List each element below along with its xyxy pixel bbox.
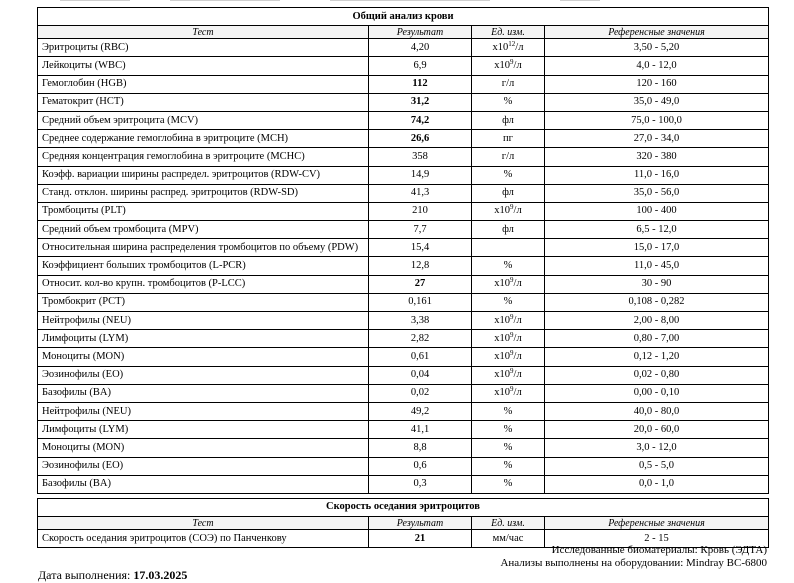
test-name: Коэфф. вариации ширины распредел. эритроцитов (RDW-CV) bbox=[38, 166, 369, 184]
test-result: 27 bbox=[369, 275, 472, 293]
test-name: Нейтрофилы (NEU) bbox=[38, 402, 369, 420]
test-unit bbox=[472, 439, 545, 457]
table-row bbox=[38, 275, 769, 293]
header-ref: Референсные значения bbox=[545, 26, 769, 39]
table-row bbox=[38, 402, 769, 420]
table-row bbox=[38, 257, 769, 275]
reference-range: 0,80 - 7,00 bbox=[545, 330, 769, 348]
reference-range: 320 - 380 bbox=[545, 148, 769, 166]
unit-tail: /л bbox=[513, 59, 522, 71]
unit-base: % bbox=[503, 260, 513, 272]
unit-exponent: 9 bbox=[510, 385, 514, 394]
reference-range: 0,5 - 5,0 bbox=[545, 457, 769, 475]
test-result: 6,9 bbox=[369, 57, 472, 75]
header-test: Тест bbox=[38, 26, 369, 39]
unit-tail: /л bbox=[515, 41, 524, 53]
test-name: Лейкоциты (WBC) bbox=[38, 57, 369, 75]
table-row bbox=[38, 111, 769, 129]
table-row bbox=[38, 439, 769, 457]
test-name: Нейтрофилы (NEU) bbox=[38, 312, 369, 330]
test-result: 41,3 bbox=[369, 184, 472, 202]
table-row bbox=[38, 384, 769, 402]
unit-base: % bbox=[503, 296, 513, 308]
test-name: Гематокрит (HCT) bbox=[38, 93, 369, 111]
unit-base: фл bbox=[502, 114, 514, 126]
table-row bbox=[38, 312, 769, 330]
reference-range: 11,0 - 16,0 bbox=[545, 166, 769, 184]
test-unit bbox=[472, 93, 545, 111]
unit-tail: /л bbox=[513, 387, 522, 399]
reference-range: 4,0 - 12,0 bbox=[545, 57, 769, 75]
test-unit bbox=[472, 293, 545, 311]
unit-exponent: 9 bbox=[510, 312, 514, 321]
test-result: 0,6 bbox=[369, 457, 472, 475]
test-name: Станд. отклон. ширины распред. эритроцитов (RDW-SD) bbox=[38, 184, 369, 202]
test-name: Скорость оседания эритроцитов (СОЭ) по Панченкову bbox=[38, 530, 369, 548]
unit-base: x10 bbox=[492, 41, 509, 53]
completion-date bbox=[38, 568, 187, 583]
header-unit: Ед. изм. bbox=[472, 517, 545, 530]
test-result: 7,7 bbox=[369, 221, 472, 239]
cbc-header-row bbox=[38, 26, 769, 39]
unit-base: пг bbox=[503, 132, 513, 144]
test-name: Относит. кол-во крупн. тромбоцитов (P-LCC) bbox=[38, 275, 369, 293]
test-unit bbox=[472, 384, 545, 402]
test-name: Лимфоциты (LYM) bbox=[38, 421, 369, 439]
table-row bbox=[38, 130, 769, 148]
test-unit bbox=[472, 330, 545, 348]
unit-base: % bbox=[503, 169, 513, 181]
table-row bbox=[38, 475, 769, 493]
unit-base: % bbox=[503, 460, 513, 472]
unit-base: x10 bbox=[494, 332, 511, 344]
reference-range: 15,0 - 17,0 bbox=[545, 239, 769, 257]
test-name: Средний объем эритроцита (MCV) bbox=[38, 111, 369, 129]
test-unit bbox=[472, 202, 545, 220]
test-result: 15,4 bbox=[369, 239, 472, 257]
unit-base: x10 bbox=[494, 278, 511, 290]
unit-exponent: 12 bbox=[508, 39, 516, 48]
test-result: 4,20 bbox=[369, 39, 472, 57]
reference-range: 3,50 - 5,20 bbox=[545, 39, 769, 57]
test-name: Эритроциты (RBC) bbox=[38, 39, 369, 57]
unit-base: % bbox=[503, 441, 513, 453]
unit-tail: /л bbox=[513, 278, 522, 290]
reference-range: 11,0 - 45,0 bbox=[545, 257, 769, 275]
table-row bbox=[38, 184, 769, 202]
test-unit bbox=[472, 166, 545, 184]
unit-base: г/л bbox=[501, 150, 515, 162]
table-row bbox=[38, 421, 769, 439]
unit-base: фл bbox=[502, 223, 514, 235]
table-row bbox=[38, 348, 769, 366]
table-row bbox=[38, 366, 769, 384]
unit-base: % bbox=[503, 478, 513, 490]
test-name: Моноциты (MON) bbox=[38, 348, 369, 366]
cbc-table bbox=[37, 7, 769, 494]
unit-exponent: 9 bbox=[510, 367, 514, 376]
unit-base: мм/час bbox=[492, 532, 524, 544]
test-result: 74,2 bbox=[369, 111, 472, 129]
table-row bbox=[38, 166, 769, 184]
test-name: Среднее содержание гемоглобина в эритроците (MCH) bbox=[38, 130, 369, 148]
table-row bbox=[38, 293, 769, 311]
test-unit bbox=[472, 75, 545, 93]
reference-range: 100 - 400 bbox=[545, 202, 769, 220]
test-unit bbox=[472, 221, 545, 239]
unit-base: x10 bbox=[494, 387, 511, 399]
test-result: 0,3 bbox=[369, 475, 472, 493]
table-row bbox=[38, 148, 769, 166]
table-row bbox=[38, 57, 769, 75]
reference-range: 0,108 - 0,282 bbox=[545, 293, 769, 311]
unit-base: г/л bbox=[501, 78, 515, 90]
cropped-previous-page-edge bbox=[0, 0, 794, 6]
unit-base: x10 bbox=[494, 369, 511, 381]
reference-range: 0,12 - 1,20 bbox=[545, 348, 769, 366]
test-result: 8,8 bbox=[369, 439, 472, 457]
unit-exponent: 9 bbox=[510, 203, 514, 212]
unit-base: x10 bbox=[494, 205, 511, 217]
test-name: Моноциты (MON) bbox=[38, 439, 369, 457]
test-unit bbox=[472, 57, 545, 75]
test-result: 3,38 bbox=[369, 312, 472, 330]
test-name: Средняя концентрация гемоглобина в эритроците (MCHC) bbox=[38, 148, 369, 166]
test-result: 210 bbox=[369, 202, 472, 220]
test-name: Тромбоциты (PLT) bbox=[38, 202, 369, 220]
test-result: 26,6 bbox=[369, 130, 472, 148]
test-result: 0,161 bbox=[369, 293, 472, 311]
unit-tail: /л bbox=[513, 332, 522, 344]
test-name: Средний объем тромбоцита (MPV) bbox=[38, 221, 369, 239]
test-name: Эозинофилы (EO) bbox=[38, 366, 369, 384]
test-unit bbox=[472, 239, 545, 257]
esr-header-row bbox=[38, 517, 769, 530]
test-unit bbox=[472, 348, 545, 366]
test-unit bbox=[472, 130, 545, 148]
esr-title: Скорость оседания эритроцитов bbox=[38, 498, 769, 516]
unit-base: % bbox=[503, 423, 513, 435]
header-result: Результат bbox=[369, 26, 472, 39]
test-result: 0,61 bbox=[369, 348, 472, 366]
test-unit bbox=[472, 312, 545, 330]
test-result: 0,02 bbox=[369, 384, 472, 402]
unit-exponent: 9 bbox=[510, 276, 514, 285]
unit-exponent: 9 bbox=[510, 330, 514, 339]
test-name: Коэффициент больших тромбоцитов (L-PCR) bbox=[38, 257, 369, 275]
unit-base: x10 bbox=[494, 314, 511, 326]
test-result: 21 bbox=[369, 530, 472, 548]
reference-range: 2 - 15 bbox=[545, 530, 769, 548]
unit-tail: /л bbox=[513, 314, 522, 326]
test-result: 112 bbox=[369, 75, 472, 93]
reference-range: 3,0 - 12,0 bbox=[545, 439, 769, 457]
unit-exponent: 9 bbox=[510, 348, 514, 357]
test-unit bbox=[472, 402, 545, 420]
reference-range: 35,0 - 49,0 bbox=[545, 93, 769, 111]
test-name: Базофилы (BA) bbox=[38, 384, 369, 402]
reference-range: 2,00 - 8,00 bbox=[545, 312, 769, 330]
test-unit bbox=[472, 457, 545, 475]
test-unit bbox=[472, 257, 545, 275]
test-result: 14,9 bbox=[369, 166, 472, 184]
test-result: 0,04 bbox=[369, 366, 472, 384]
reference-range: 0,0 - 1,0 bbox=[545, 475, 769, 493]
date-label: Дата выполнения: bbox=[38, 568, 131, 582]
reference-range: 6,5 - 12,0 bbox=[545, 221, 769, 239]
equipment-note: Анализы выполнены на оборудовании: Mindray BC-6800 bbox=[500, 557, 767, 569]
test-name: Базофилы (BA) bbox=[38, 475, 369, 493]
reference-range: 0,00 - 0,10 bbox=[545, 384, 769, 402]
reference-range: 120 - 160 bbox=[545, 75, 769, 93]
unit-base: % bbox=[503, 96, 513, 108]
test-unit bbox=[472, 111, 545, 129]
test-name: Относительная ширина распределения тромбоцитов по объему (PDW) bbox=[38, 239, 369, 257]
table-row bbox=[38, 457, 769, 475]
table-row bbox=[38, 221, 769, 239]
reference-range: 75,0 - 100,0 bbox=[545, 111, 769, 129]
reference-range: 30 - 90 bbox=[545, 275, 769, 293]
test-result: 358 bbox=[369, 148, 472, 166]
lab-report bbox=[37, 7, 768, 548]
table-row bbox=[38, 93, 769, 111]
test-unit bbox=[472, 366, 545, 384]
table-row bbox=[38, 75, 769, 93]
test-result: 41,1 bbox=[369, 421, 472, 439]
test-name: Эозинофилы (EO) bbox=[38, 457, 369, 475]
test-result: 31,2 bbox=[369, 93, 472, 111]
reference-range: 40,0 - 80,0 bbox=[545, 402, 769, 420]
table-row bbox=[38, 202, 769, 220]
test-unit bbox=[472, 475, 545, 493]
unit-tail: /л bbox=[513, 205, 522, 217]
test-name: Лимфоциты (LYM) bbox=[38, 330, 369, 348]
reference-range: 0,02 - 0,80 bbox=[545, 366, 769, 384]
unit-base: x10 bbox=[494, 350, 511, 362]
unit-base: % bbox=[503, 405, 513, 417]
reference-range: 20,0 - 60,0 bbox=[545, 421, 769, 439]
unit-base: фл bbox=[502, 187, 514, 199]
header-result: Результат bbox=[369, 517, 472, 530]
test-unit bbox=[472, 148, 545, 166]
reference-range: 27,0 - 34,0 bbox=[545, 130, 769, 148]
test-result: 2,82 bbox=[369, 330, 472, 348]
unit-exponent: 9 bbox=[510, 57, 514, 66]
test-result: 49,2 bbox=[369, 402, 472, 420]
table-row bbox=[38, 239, 769, 257]
test-unit bbox=[472, 275, 545, 293]
table-row bbox=[38, 39, 769, 57]
reference-range: 35,0 - 56,0 bbox=[545, 184, 769, 202]
test-unit bbox=[472, 530, 545, 548]
header-test: Тест bbox=[38, 517, 369, 530]
test-name: Тромбокрит (PCT) bbox=[38, 293, 369, 311]
test-unit bbox=[472, 421, 545, 439]
header-unit: Ед. изм. bbox=[472, 26, 545, 39]
cbc-title: Общий анализ крови bbox=[38, 8, 769, 26]
esr-table bbox=[37, 498, 769, 548]
date-value: 17.03.2025 bbox=[133, 568, 188, 582]
biomaterial-note: Исследованные биоматериалы: Кровь (ЭДТА) bbox=[551, 544, 767, 556]
unit-tail: /л bbox=[513, 369, 522, 381]
test-name: Гемоглобин (HGB) bbox=[38, 75, 369, 93]
test-unit bbox=[472, 184, 545, 202]
unit-tail: /л bbox=[513, 350, 522, 362]
test-unit bbox=[472, 39, 545, 57]
header-ref: Референсные значения bbox=[545, 517, 769, 530]
test-result: 12,8 bbox=[369, 257, 472, 275]
unit-base: x10 bbox=[494, 59, 511, 71]
table-row bbox=[38, 330, 769, 348]
